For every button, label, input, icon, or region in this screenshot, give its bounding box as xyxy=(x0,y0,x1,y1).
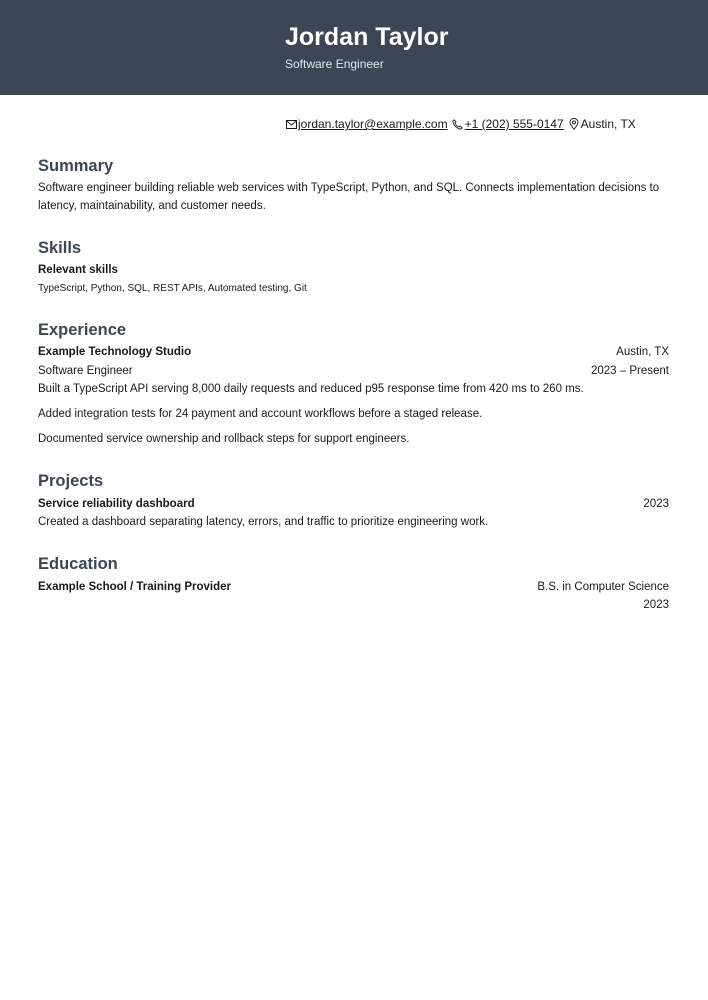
summary-heading: Summary xyxy=(38,157,114,175)
experience-bullet: Built a TypeScript API serving 8,000 daily requests and reduced p95 response time from 420 ms to 260 ms. xyxy=(38,383,584,395)
contact-bar xyxy=(285,116,636,132)
candidate-role: Software Engineer xyxy=(285,57,384,71)
experience-bullet: Documented service ownership and rollback steps for support engineers. xyxy=(38,433,410,445)
experience-dates: 2023 – Present xyxy=(590,365,669,377)
education-school: Example School / Training Provider xyxy=(38,581,231,593)
skills-heading: Skills xyxy=(38,239,82,257)
mail-icon xyxy=(285,117,297,131)
project-description: Created a dashboard separating latency, errors, and traffic to prioritize engineering work. xyxy=(38,516,489,528)
experience-heading: Experience xyxy=(38,321,127,339)
candidate-name: Jordan Taylor xyxy=(285,23,449,51)
map-pin-icon xyxy=(568,117,580,131)
projects-heading: Projects xyxy=(38,472,104,490)
resume-header xyxy=(0,0,708,95)
email-link[interactable]: jordan.taylor@example.com xyxy=(298,117,448,131)
project-name: Service reliability dashboard xyxy=(38,498,195,510)
skills-list: TypeScript, Python, SQL, REST APIs, Automated testing, Git xyxy=(38,283,307,294)
phone-link[interactable]: +1 (202) 555-0147 xyxy=(464,117,564,131)
experience-location: Austin, TX xyxy=(616,346,669,358)
education-heading: Education xyxy=(38,555,118,573)
experience-position: Software Engineer xyxy=(38,365,133,377)
summary-text: Software engineer building reliable web services with TypeScript, Python, and SQL. Connects implementation decisions to latency, maintainability, and customer needs. xyxy=(38,182,660,212)
experience-company: Example Technology Studio xyxy=(38,346,192,358)
project-year: 2023 xyxy=(643,498,669,510)
experience-bullet: Added integration tests for 24 payment and account workflows before a staged release. xyxy=(38,408,483,420)
education-year: 2023 xyxy=(643,599,669,611)
phone-icon xyxy=(452,117,464,131)
location-text: Austin, TX xyxy=(580,117,636,131)
skills-group-label: Relevant skills xyxy=(38,264,118,276)
education-degree: B.S. in Computer Science xyxy=(537,581,669,593)
